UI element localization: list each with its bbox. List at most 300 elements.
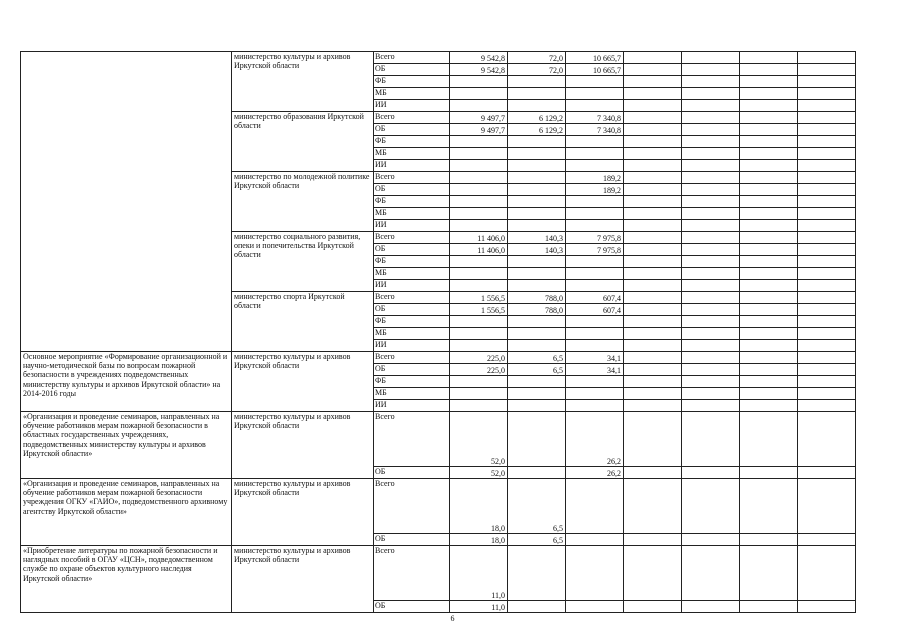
empty-cell xyxy=(682,244,740,256)
value-cell xyxy=(508,184,566,196)
funding-source-cell: ИИ xyxy=(374,340,450,352)
empty-cell xyxy=(682,220,740,232)
funding-source-cell: ОБ xyxy=(374,467,450,479)
funding-source-cell: Всего xyxy=(374,52,450,64)
value-cell xyxy=(508,328,566,340)
funding-source-cell: Всего xyxy=(374,479,450,534)
value-cell xyxy=(450,136,508,148)
value-cell xyxy=(450,100,508,112)
empty-cell xyxy=(740,316,798,328)
value-cell xyxy=(508,316,566,328)
value-cell xyxy=(450,160,508,172)
table-row xyxy=(21,52,856,64)
empty-cell xyxy=(624,112,682,124)
value-cell: 11 406,0 xyxy=(450,244,508,256)
empty-cell xyxy=(798,244,856,256)
empty-cell xyxy=(740,244,798,256)
empty-cell xyxy=(740,172,798,184)
value-cell: 34,1 xyxy=(566,364,624,376)
value-cell xyxy=(508,88,566,100)
empty-cell xyxy=(624,364,682,376)
empty-cell xyxy=(740,280,798,292)
executor-cell: министерство по молодежной политике Иркутской области xyxy=(232,172,374,232)
value-cell xyxy=(566,136,624,148)
value-cell xyxy=(566,208,624,220)
value-cell: 7 340,8 xyxy=(566,112,624,124)
value-cell: 225,0 xyxy=(450,364,508,376)
value-cell xyxy=(450,184,508,196)
executor-cell: министерство социального развития, опеки и попечительства Иркутской области xyxy=(232,232,374,292)
empty-cell xyxy=(740,52,798,64)
value-cell xyxy=(450,88,508,100)
executor-cell: министерство образования Иркутской области xyxy=(232,112,374,172)
value-cell: 7 340,8 xyxy=(566,124,624,136)
empty-cell xyxy=(624,268,682,280)
empty-cell xyxy=(624,244,682,256)
empty-cell xyxy=(624,412,682,467)
empty-cell xyxy=(798,546,856,601)
value-cell xyxy=(450,76,508,88)
value-cell xyxy=(450,196,508,208)
funding-source-cell: МБ xyxy=(374,388,450,400)
funding-source-cell: ФБ xyxy=(374,76,450,88)
empty-cell xyxy=(624,172,682,184)
value-cell xyxy=(566,100,624,112)
event-cell xyxy=(21,52,232,352)
empty-cell xyxy=(740,112,798,124)
empty-cell xyxy=(740,304,798,316)
funding-source-cell: ФБ xyxy=(374,376,450,388)
value-cell xyxy=(508,412,566,467)
empty-cell xyxy=(798,256,856,268)
empty-cell xyxy=(624,546,682,601)
empty-cell xyxy=(740,148,798,160)
empty-cell xyxy=(740,208,798,220)
empty-cell xyxy=(740,88,798,100)
funding-source-cell: ОБ xyxy=(374,601,450,613)
empty-cell xyxy=(798,292,856,304)
value-cell: 140,3 xyxy=(508,232,566,244)
empty-cell xyxy=(740,232,798,244)
value-cell: 6,5 xyxy=(508,364,566,376)
empty-cell xyxy=(624,280,682,292)
empty-cell xyxy=(740,100,798,112)
empty-cell xyxy=(740,136,798,148)
value-cell xyxy=(508,100,566,112)
value-cell xyxy=(450,220,508,232)
empty-cell xyxy=(682,328,740,340)
empty-cell xyxy=(740,546,798,601)
event-cell: «Организация и проведение семинаров, направленных на обучение работников мерам пожарной безопасности учреждения ОГКУ «ГАИО», подведомственного архивному агентству Иркутской области» xyxy=(21,479,232,546)
funding-source-cell: ФБ xyxy=(374,136,450,148)
empty-cell xyxy=(740,601,798,613)
empty-cell xyxy=(798,280,856,292)
value-cell xyxy=(566,148,624,160)
empty-cell xyxy=(798,124,856,136)
empty-cell xyxy=(682,534,740,546)
empty-cell xyxy=(624,467,682,479)
empty-cell xyxy=(798,100,856,112)
empty-cell xyxy=(624,400,682,412)
empty-cell xyxy=(624,208,682,220)
empty-cell xyxy=(624,124,682,136)
empty-cell xyxy=(798,352,856,364)
value-cell xyxy=(450,208,508,220)
value-cell: 6,5 xyxy=(508,352,566,364)
value-cell: 18,0 xyxy=(450,479,508,534)
empty-cell xyxy=(798,601,856,613)
empty-cell xyxy=(798,208,856,220)
value-cell: 7 975,8 xyxy=(566,232,624,244)
value-cell xyxy=(508,76,566,88)
funding-source-cell: Всего xyxy=(374,352,450,364)
empty-cell xyxy=(798,64,856,76)
value-cell xyxy=(508,280,566,292)
empty-cell xyxy=(798,340,856,352)
value-cell: 7 975,8 xyxy=(566,244,624,256)
funding-source-cell: ФБ xyxy=(374,256,450,268)
empty-cell xyxy=(682,52,740,64)
empty-cell xyxy=(682,208,740,220)
empty-cell xyxy=(798,400,856,412)
empty-cell xyxy=(740,220,798,232)
funding-source-cell: МБ xyxy=(374,268,450,280)
value-cell xyxy=(508,172,566,184)
empty-cell xyxy=(682,64,740,76)
empty-cell xyxy=(682,184,740,196)
empty-cell xyxy=(682,316,740,328)
funding-source-cell: ИИ xyxy=(374,100,450,112)
value-cell xyxy=(566,479,624,534)
empty-cell xyxy=(740,412,798,467)
empty-cell xyxy=(624,352,682,364)
executor-cell: министерство культуры и архивов Иркутской области xyxy=(232,479,374,546)
empty-cell xyxy=(682,76,740,88)
empty-cell xyxy=(798,76,856,88)
value-cell xyxy=(566,220,624,232)
value-cell: 11,0 xyxy=(450,601,508,613)
value-cell: 607,4 xyxy=(566,304,624,316)
value-cell: 9 542,8 xyxy=(450,64,508,76)
empty-cell xyxy=(798,136,856,148)
value-cell: 52,0 xyxy=(450,467,508,479)
value-cell: 10 665,7 xyxy=(566,64,624,76)
empty-cell xyxy=(624,316,682,328)
empty-cell xyxy=(624,136,682,148)
value-cell xyxy=(508,400,566,412)
empty-cell xyxy=(682,304,740,316)
value-cell: 189,2 xyxy=(566,172,624,184)
empty-cell xyxy=(740,76,798,88)
value-cell xyxy=(508,376,566,388)
empty-cell xyxy=(682,601,740,613)
value-cell xyxy=(566,376,624,388)
empty-cell xyxy=(798,467,856,479)
value-cell: 72,0 xyxy=(508,64,566,76)
empty-cell xyxy=(682,388,740,400)
empty-cell xyxy=(682,412,740,467)
empty-cell xyxy=(682,172,740,184)
value-cell: 9 542,8 xyxy=(450,52,508,64)
empty-cell xyxy=(798,364,856,376)
empty-cell xyxy=(798,388,856,400)
empty-cell xyxy=(624,601,682,613)
table-row xyxy=(21,546,856,601)
empty-cell xyxy=(798,160,856,172)
empty-cell xyxy=(624,148,682,160)
funding-source-cell: Всего xyxy=(374,412,450,467)
empty-cell xyxy=(798,232,856,244)
empty-cell xyxy=(682,546,740,601)
empty-cell xyxy=(682,136,740,148)
empty-cell xyxy=(740,64,798,76)
event-cell: Основное мероприятие «Формирование организационной и научно-методической базы по вопросам пожарной безопасности в учреждениях подведомственных министерству культуры и архивов Иркутской области» на 2014-2016 годы xyxy=(21,352,232,412)
value-cell: 140,3 xyxy=(508,244,566,256)
empty-cell xyxy=(798,112,856,124)
empty-cell xyxy=(798,328,856,340)
value-cell xyxy=(566,601,624,613)
empty-cell xyxy=(624,232,682,244)
funding-source-cell: ФБ xyxy=(374,316,450,328)
empty-cell xyxy=(624,328,682,340)
empty-cell xyxy=(682,88,740,100)
value-cell xyxy=(566,76,624,88)
empty-cell xyxy=(682,364,740,376)
executor-cell: министерство культуры и архивов Иркутской области xyxy=(232,352,374,412)
value-cell xyxy=(450,148,508,160)
funding-source-cell: Всего xyxy=(374,546,450,601)
empty-cell xyxy=(682,352,740,364)
value-cell xyxy=(508,136,566,148)
empty-cell xyxy=(624,64,682,76)
value-cell xyxy=(450,340,508,352)
funding-source-cell: ИИ xyxy=(374,220,450,232)
empty-cell xyxy=(740,364,798,376)
empty-cell xyxy=(798,220,856,232)
empty-cell xyxy=(624,292,682,304)
funding-source-cell: Всего xyxy=(374,172,450,184)
executor-cell: министерство культуры и архивов Иркутской области xyxy=(232,546,374,613)
funding-source-cell: ОБ xyxy=(374,304,450,316)
empty-cell xyxy=(624,88,682,100)
funding-source-cell: Всего xyxy=(374,112,450,124)
empty-cell xyxy=(682,292,740,304)
empty-cell xyxy=(682,280,740,292)
funding-source-cell: МБ xyxy=(374,328,450,340)
value-cell xyxy=(508,208,566,220)
value-cell xyxy=(566,280,624,292)
value-cell: 6 129,2 xyxy=(508,112,566,124)
empty-cell xyxy=(740,479,798,534)
empty-cell xyxy=(798,196,856,208)
executor-cell: министерство культуры и архивов Иркутской области xyxy=(232,412,374,479)
funding-source-cell: Всего xyxy=(374,292,450,304)
empty-cell xyxy=(624,304,682,316)
funding-source-cell: ОБ xyxy=(374,184,450,196)
empty-cell xyxy=(624,52,682,64)
empty-cell xyxy=(740,388,798,400)
value-cell: 18,0 xyxy=(450,534,508,546)
empty-cell xyxy=(682,340,740,352)
empty-cell xyxy=(624,220,682,232)
value-cell: 788,0 xyxy=(508,304,566,316)
empty-cell xyxy=(682,467,740,479)
empty-cell xyxy=(682,256,740,268)
funding-source-cell: ОБ xyxy=(374,244,450,256)
funding-source-cell: ИИ xyxy=(374,280,450,292)
value-cell: 189,2 xyxy=(566,184,624,196)
value-cell xyxy=(566,160,624,172)
funding-source-cell: ИИ xyxy=(374,160,450,172)
empty-cell xyxy=(798,304,856,316)
value-cell: 1 556,5 xyxy=(450,292,508,304)
empty-cell xyxy=(798,268,856,280)
empty-cell xyxy=(624,534,682,546)
value-cell xyxy=(508,196,566,208)
budget-table xyxy=(20,51,856,613)
empty-cell xyxy=(682,196,740,208)
value-cell: 72,0 xyxy=(508,52,566,64)
value-cell xyxy=(508,601,566,613)
value-cell xyxy=(508,268,566,280)
empty-cell xyxy=(740,352,798,364)
executor-cell: министерство культуры и архивов Иркутской области xyxy=(232,52,374,112)
value-cell: 6,5 xyxy=(508,534,566,546)
empty-cell xyxy=(624,76,682,88)
page-number: 6 xyxy=(450,614,455,623)
value-cell xyxy=(450,376,508,388)
empty-cell xyxy=(740,534,798,546)
value-cell xyxy=(508,160,566,172)
value-cell xyxy=(508,467,566,479)
funding-source-cell: Всего xyxy=(374,232,450,244)
table-row xyxy=(21,352,856,364)
empty-cell xyxy=(624,100,682,112)
empty-cell xyxy=(682,479,740,534)
empty-cell xyxy=(624,256,682,268)
value-cell xyxy=(450,280,508,292)
empty-cell xyxy=(624,388,682,400)
empty-cell xyxy=(798,534,856,546)
value-cell: 10 665,7 xyxy=(566,52,624,64)
empty-cell xyxy=(740,376,798,388)
empty-cell xyxy=(624,184,682,196)
empty-cell xyxy=(682,268,740,280)
empty-cell xyxy=(740,160,798,172)
empty-cell xyxy=(682,124,740,136)
value-cell: 9 497,7 xyxy=(450,124,508,136)
value-cell xyxy=(508,546,566,601)
value-cell: 26,2 xyxy=(566,412,624,467)
value-cell: 34,1 xyxy=(566,352,624,364)
table-row xyxy=(21,479,856,534)
funding-source-cell: МБ xyxy=(374,148,450,160)
empty-cell xyxy=(798,184,856,196)
value-cell xyxy=(566,316,624,328)
value-cell: 225,0 xyxy=(450,352,508,364)
value-cell xyxy=(566,546,624,601)
value-cell xyxy=(566,88,624,100)
value-cell: 26,2 xyxy=(566,467,624,479)
value-cell: 11 406,0 xyxy=(450,232,508,244)
event-cell: «Организация и проведение семинаров, направленных на обучение работников мерам пожарной безопасности в областных государственных учреждениях, подведомственных министерству культуры и архивов Иркутской области» xyxy=(21,412,232,479)
empty-cell xyxy=(740,328,798,340)
value-cell xyxy=(566,388,624,400)
empty-cell xyxy=(740,184,798,196)
value-cell: 1 556,5 xyxy=(450,304,508,316)
executor-cell: министерство спорта Иркутской области xyxy=(232,292,374,352)
empty-cell xyxy=(740,292,798,304)
empty-cell xyxy=(798,88,856,100)
value-cell xyxy=(450,268,508,280)
empty-cell xyxy=(624,160,682,172)
empty-cell xyxy=(740,400,798,412)
empty-cell xyxy=(624,376,682,388)
empty-cell xyxy=(682,376,740,388)
empty-cell xyxy=(740,268,798,280)
empty-cell xyxy=(740,256,798,268)
funding-source-cell: ИИ xyxy=(374,400,450,412)
value-cell: 6 129,2 xyxy=(508,124,566,136)
value-cell xyxy=(450,388,508,400)
table-row xyxy=(21,412,856,467)
value-cell xyxy=(508,340,566,352)
empty-cell xyxy=(682,112,740,124)
value-cell xyxy=(450,328,508,340)
funding-source-cell: ОБ xyxy=(374,124,450,136)
empty-cell xyxy=(798,376,856,388)
event-cell: «Приобретение литературы по пожарной безопасности и наглядных пособий в ОГАУ «ЦСН», подведомственном службе по охране объектов культурного наследия Иркутской области» xyxy=(21,546,232,613)
value-cell xyxy=(508,220,566,232)
value-cell: 52,0 xyxy=(450,412,508,467)
value-cell xyxy=(450,316,508,328)
value-cell xyxy=(450,400,508,412)
empty-cell xyxy=(682,232,740,244)
value-cell xyxy=(566,256,624,268)
empty-cell xyxy=(798,148,856,160)
empty-cell xyxy=(740,467,798,479)
empty-cell xyxy=(798,172,856,184)
value-cell xyxy=(508,256,566,268)
empty-cell xyxy=(798,479,856,534)
value-cell xyxy=(450,256,508,268)
empty-cell xyxy=(798,316,856,328)
funding-source-cell: МБ xyxy=(374,208,450,220)
empty-cell xyxy=(682,148,740,160)
empty-cell xyxy=(740,196,798,208)
value-cell xyxy=(566,534,624,546)
value-cell xyxy=(566,400,624,412)
funding-source-cell: ОБ xyxy=(374,64,450,76)
funding-source-cell: ОБ xyxy=(374,364,450,376)
value-cell xyxy=(566,196,624,208)
value-cell xyxy=(450,172,508,184)
funding-source-cell: ФБ xyxy=(374,196,450,208)
value-cell xyxy=(566,340,624,352)
value-cell xyxy=(566,328,624,340)
empty-cell xyxy=(740,340,798,352)
value-cell: 607,4 xyxy=(566,292,624,304)
value-cell xyxy=(508,148,566,160)
value-cell: 11,0 xyxy=(450,546,508,601)
empty-cell xyxy=(624,340,682,352)
value-cell: 6,5 xyxy=(508,479,566,534)
funding-source-cell: МБ xyxy=(374,88,450,100)
empty-cell xyxy=(740,124,798,136)
empty-cell xyxy=(798,412,856,467)
empty-cell xyxy=(682,400,740,412)
empty-cell xyxy=(624,196,682,208)
